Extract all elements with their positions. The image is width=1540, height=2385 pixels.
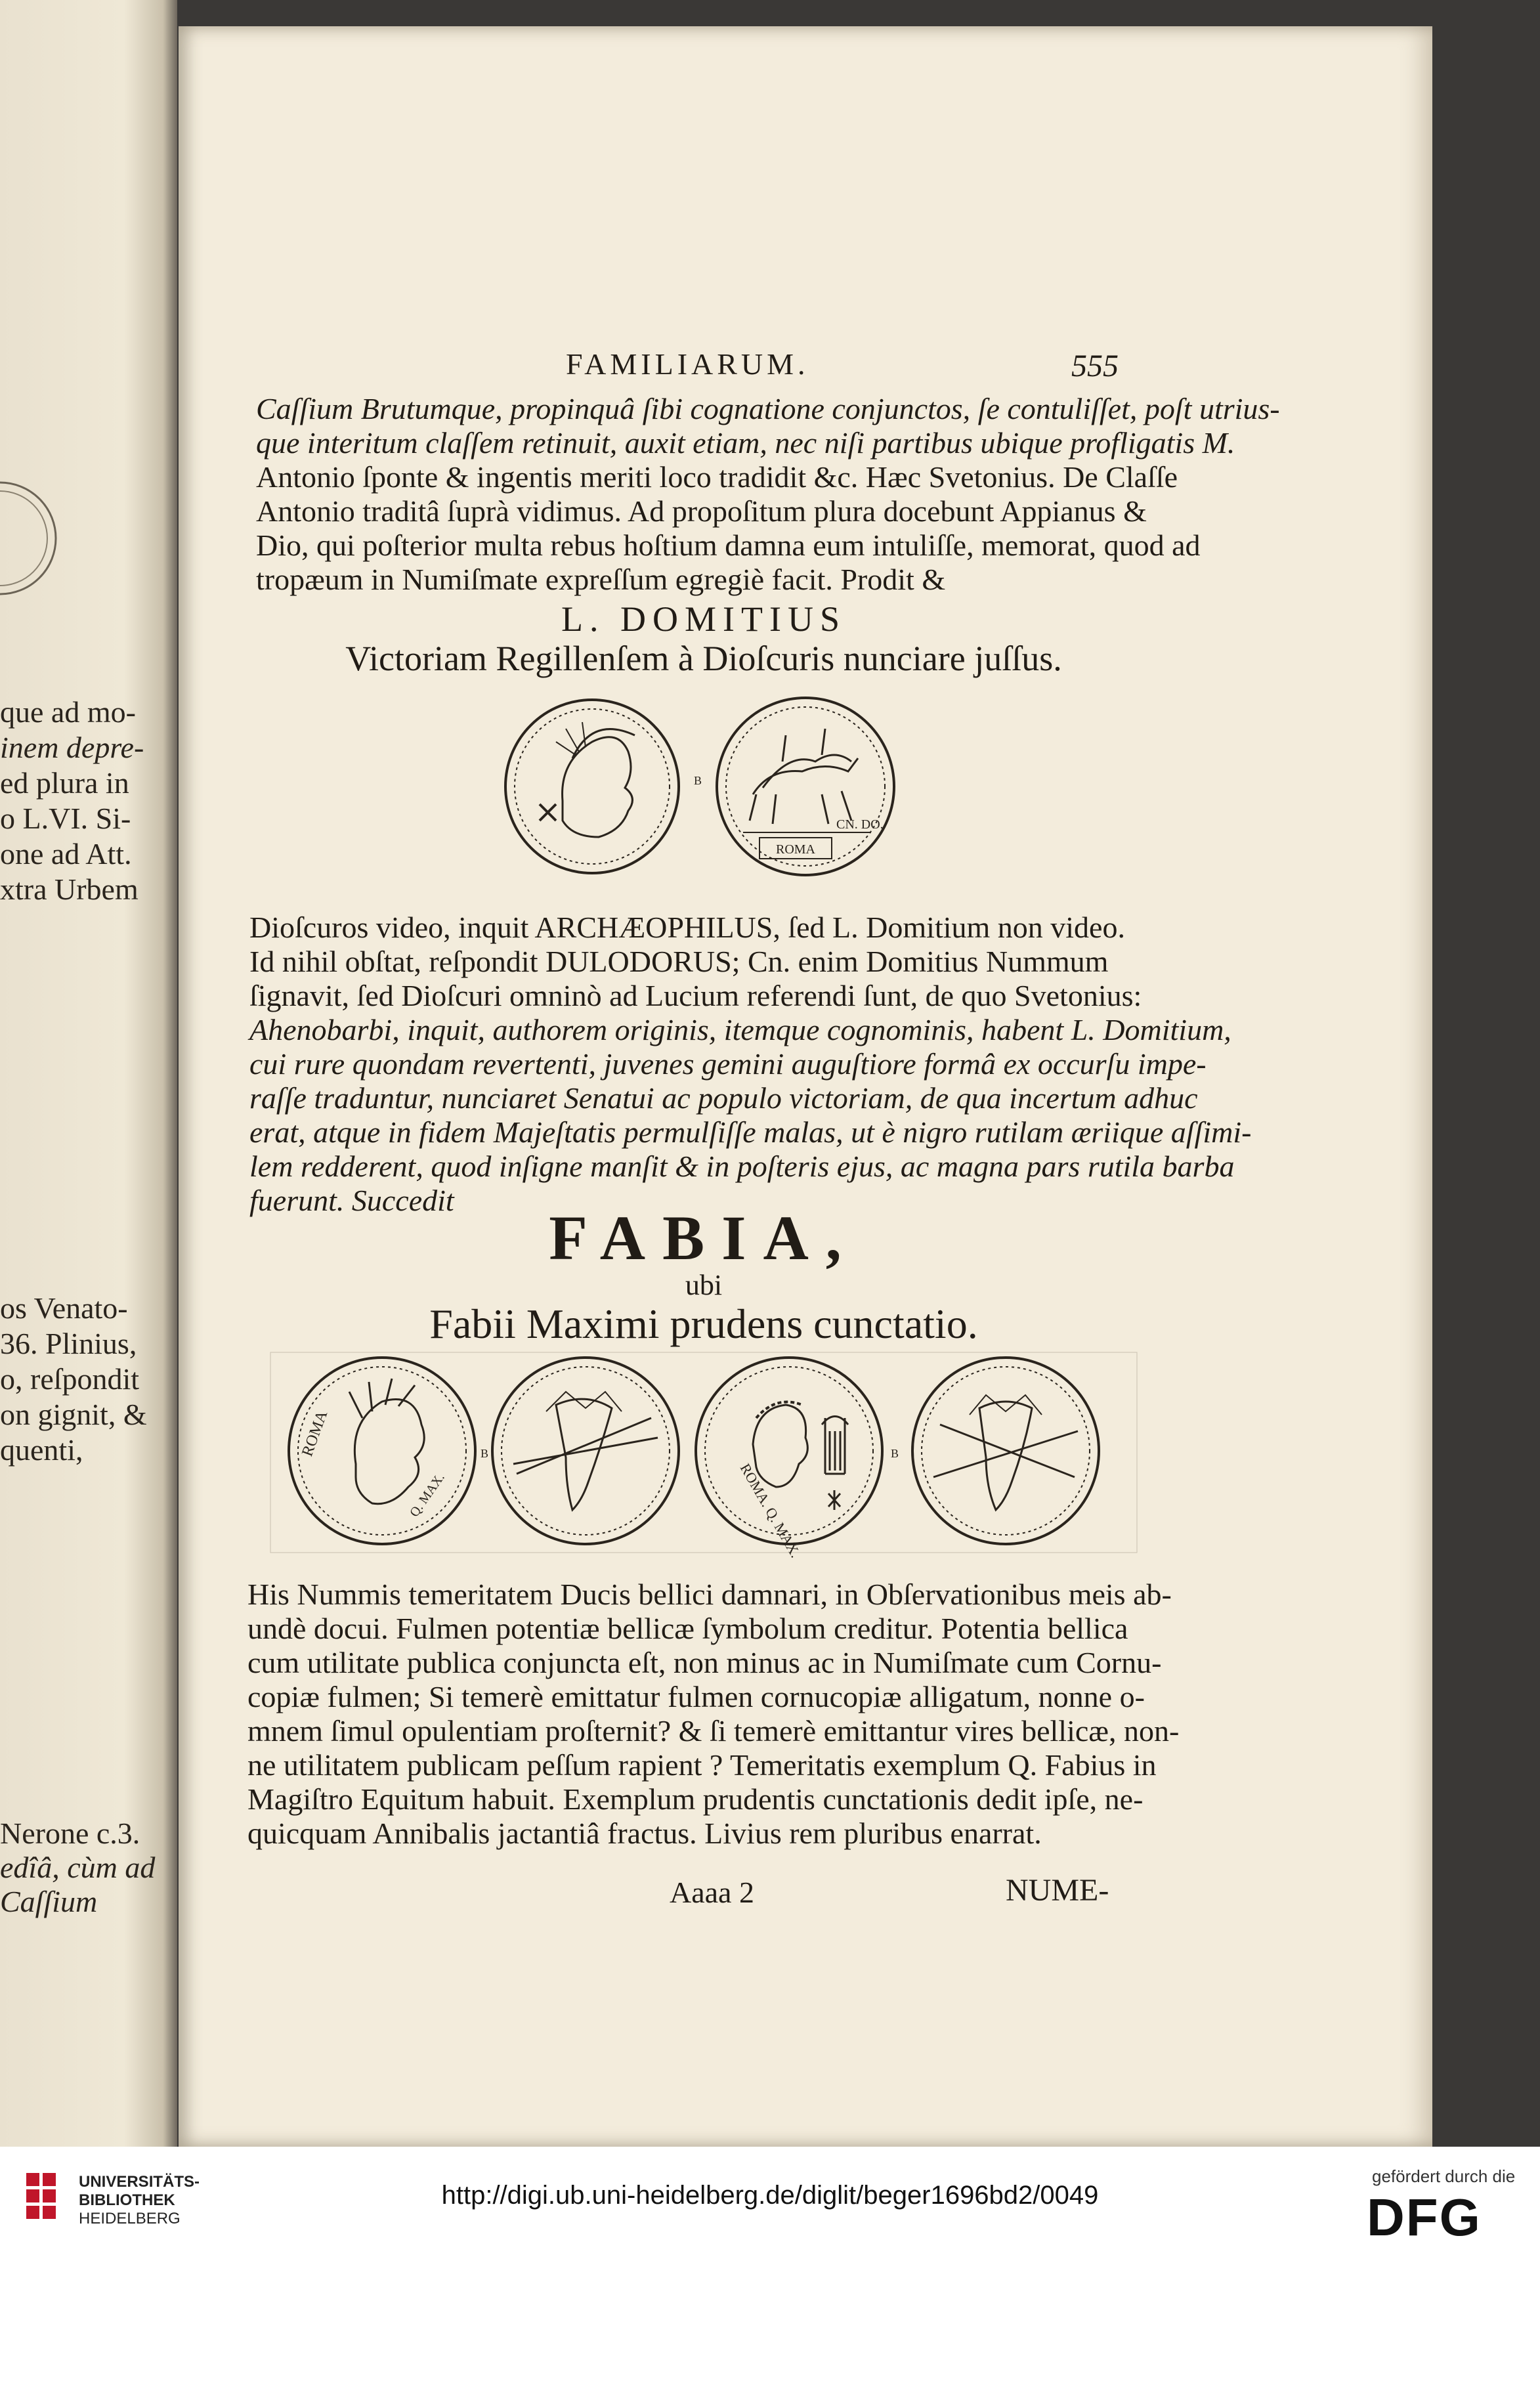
section-heading-fabia: FABIA, — [549, 1203, 859, 1273]
facing-page-left — [0, 0, 177, 2147]
viewer-footer — [0, 2147, 1540, 2385]
left-fragment-5: one ad Att. — [0, 837, 132, 870]
catchword: NUME- — [1006, 1873, 1109, 1908]
paragraph1-line: que interitum claſſem retinuit, auxit etiam, nec niſi partibus ubique profligatis M. — [256, 426, 1235, 460]
coin-reverse-legend-roma: ROMA — [775, 842, 816, 857]
paragraph2-line: fuerunt. Succedit — [249, 1184, 454, 1217]
coin-fabia-1-helmeted-roma — [289, 1358, 475, 1544]
coin-fabia-4-cornucopia-thunderbolt — [912, 1358, 1099, 1544]
paragraph1-line: Caſſium Brutumque, propinquâ ſibi cognatione conjunctos, ſe contuliſſet, poſt utrius- — [256, 392, 1280, 425]
paragraph2-line: lem redderent, quod inſigne manſit & in poſteris ejus, ac magna pars rutila barba — [249, 1150, 1235, 1183]
coin-reverse-dioscuri — [717, 698, 894, 875]
left-fragment-13: edîâ, cùm ad — [0, 1851, 156, 1884]
left-fragment-12: Nerone c.3. — [0, 1816, 140, 1850]
left-fragment-10: on gignit, & — [0, 1398, 147, 1431]
paragraph2-line: cui rure quondam revertenti, juvenes gemini auguſtiore formâ ex occurſu impe- — [249, 1047, 1207, 1081]
coin-fabia-3-laureate-head-lyre — [696, 1358, 882, 1560]
left-fragment-11: quenti, — [0, 1433, 83, 1467]
library-name-line3: HEIDELBERG — [79, 2210, 181, 2227]
paragraph3-line: undè docui. Fulmen potentiæ bellicæ ſymbolum creditur. Potentia bellica — [247, 1612, 1128, 1645]
signature-mark: Aaaa 2 — [670, 1876, 754, 1909]
paragraph1-line: Dio, qui poſterior multa rebus hoſtium damna eum intuliſſe, memorat, quod ad — [256, 528, 1201, 562]
left-fragment-8: 36. Plinius, — [0, 1327, 137, 1360]
coin-obverse-helmeted-head — [505, 700, 679, 873]
coin-reverse-legend-cndo: CN. DO. — [836, 817, 884, 832]
paragraph3-line: ne utilitatem publicam peſſum rapient ? Temeritatis exemplum Q. Fabius in — [247, 1748, 1157, 1782]
paragraph2-line: Ahenobarbi, inquit, authorem originis, itemque cognominis, habent L. Domitium, — [249, 1013, 1231, 1046]
paragraph3-line: cum utilitate publica conjuncta eſt, non minus ac in Numiſmate cum Cornu- — [247, 1646, 1162, 1679]
sponsor-text: gefördert durch die — [1372, 2166, 1516, 2186]
paragraph1-line: tropæum in Numiſmate expreſſum egregiè facit. Prodit & — [256, 563, 946, 596]
section-heading-domitius: L. DOMITIUS — [561, 599, 846, 639]
section-subtitle-domitius: Victoriam Regillenſem à Dioſcuris nunciare juſſus. — [345, 639, 1062, 678]
dfg-logo: DFG — [1367, 2188, 1482, 2246]
coin-row-fabia-illustration — [257, 1346, 1150, 1562]
paragraph2-line: Dioſcuros video, inquit ARCHÆOPHILUS, ſed L. Domitium non video. — [249, 911, 1125, 944]
paragraph1-line: Antonio traditâ ſuprà vidimus. Ad propoſitum plura docebunt Appianus & — [256, 494, 1147, 528]
running-title: FAMILIARUM. — [566, 347, 809, 381]
library-name-line2: BIBLIOTHEK — [79, 2191, 175, 2209]
left-fragment-9: o, reſpondit — [0, 1362, 140, 1396]
paragraph2-line: erat, atque in fidem Majeſtatis permulſiſſe malas, ut è nigro rutilam æriique aſſimi- — [249, 1115, 1252, 1149]
paragraph1-line: Antonio ſponte & ingentis meriti loco tradidit &c. Hæc Svetonius. De Claſſe — [256, 460, 1178, 494]
left-fragment-14: Caſſium — [0, 1885, 98, 1918]
left-fragment-7: os Venato- — [0, 1291, 128, 1325]
left-fragment-6: xtra Urbem — [0, 872, 139, 906]
left-fragment-1: que ad mo- — [0, 695, 136, 729]
section-heading-ubi: ubi — [685, 1269, 723, 1301]
paragraph2-line: ſignavit, ſed Dioſcuri omninò ad Lucium referendi ſunt, de quo Svetonius: — [249, 979, 1142, 1012]
left-fragment-2: inem depre- — [0, 731, 144, 764]
book-page — [179, 26, 1432, 2147]
paragraph3-line: quicquam Annibalis jactantiâ fractus. Livius rem pluribus enarrat. — [247, 1816, 1042, 1850]
page-number: 555 — [1071, 349, 1119, 383]
coin-row-marker: B — [481, 1447, 489, 1460]
paragraph3-line: mnem ſimul opulentiam proſternit? & ſi temerè emittantur vires bellicæ, non- — [247, 1714, 1180, 1748]
coin-fabia-3-legend: ROMA. Q. MAX. — [737, 1461, 804, 1560]
left-fragment-3: ed plura in — [0, 766, 129, 800]
section-subtitle-fabia: Fabii Maximi prudens cunctatio. — [429, 1300, 978, 1347]
paragraph2-line: Id nihil obſtat, reſpondit DULODORUS; Cn. enim Domitius Nummum — [249, 945, 1109, 978]
paragraph3-line: Magiſtro Equitum habuit. Exemplum prudentis cunctationis dedit ipſe, ne- — [247, 1782, 1144, 1816]
left-fragment-4: o L.VI. Si- — [0, 802, 131, 835]
paragraph3-line: His Nummis temeritatem Ducis bellici damnari, in Obſervationibus meis ab- — [247, 1578, 1172, 1611]
permalink-url[interactable]: http://digi.ub.uni-heidelberg.de/diglit/beger1696bd2/0049 — [441, 2181, 1099, 2210]
paragraph2-line: raſſe traduntur, nunciaret Senatui ac populo victoriam, de qua incertum adhuc — [249, 1081, 1198, 1115]
library-name-line1: UNIVERSITÄTS- — [79, 2173, 200, 2191]
coin-pair-marker: B — [694, 774, 702, 787]
coin-fabia-2-cornucopia-thunderbolt — [492, 1358, 679, 1544]
coin-pair-domitius-illustration — [494, 689, 907, 886]
paragraph3-line: copiæ fulmen; Si temerè emittatur fulmen cornucopiæ alligatum, nonne o- — [247, 1680, 1145, 1713]
coin-row-marker: B — [891, 1447, 899, 1460]
coin-fabia-1-mark: Q. MAX. — [407, 1470, 448, 1520]
coin-fabia-1-legend: ROMA — [299, 1408, 332, 1459]
